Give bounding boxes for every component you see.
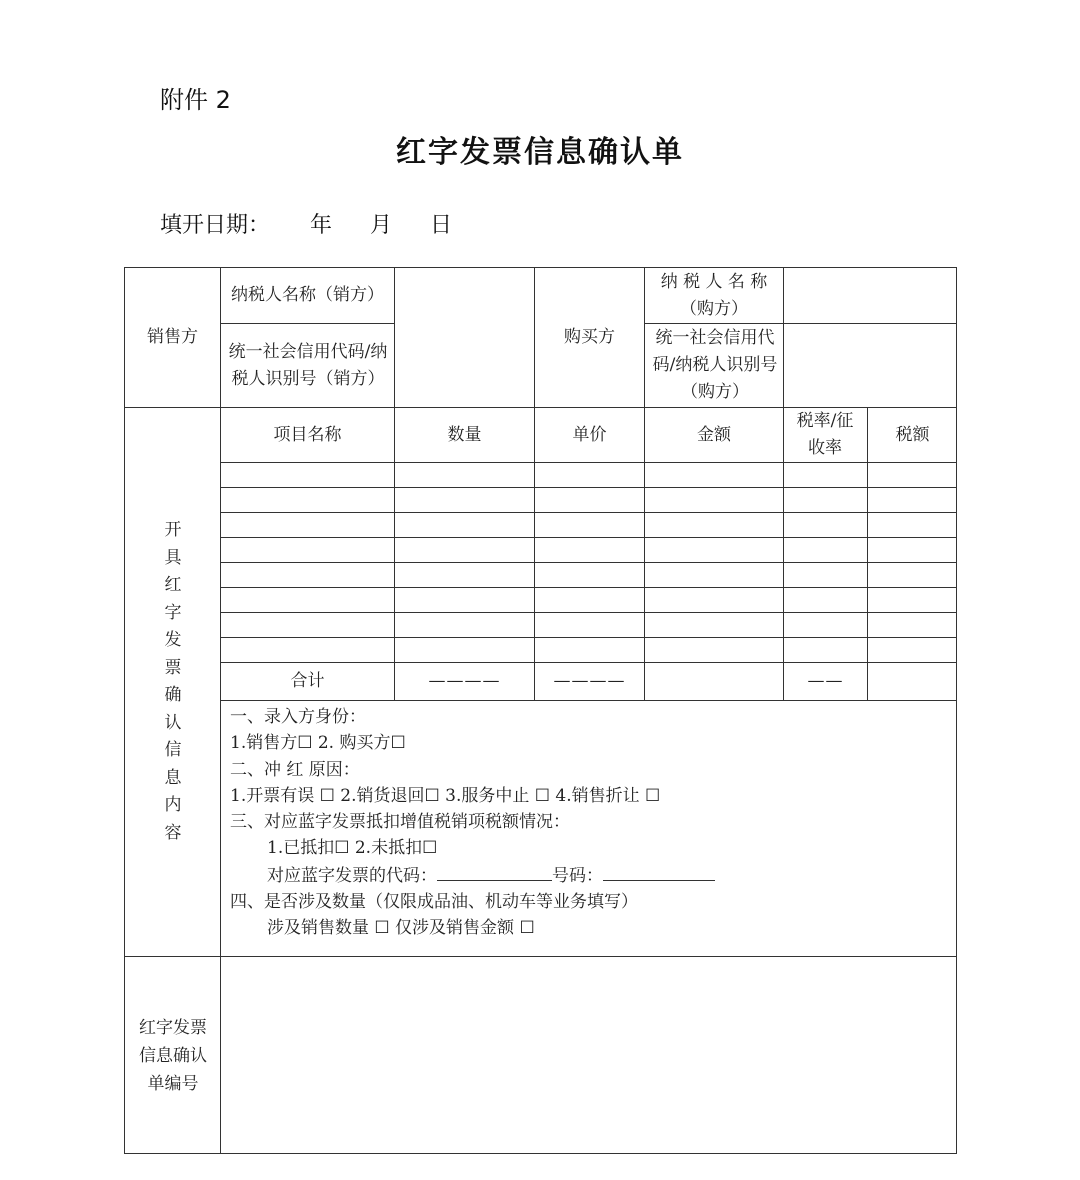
total-label: 合计 [290, 671, 325, 691]
reason-title: 二、冲 红 原因： [230, 759, 360, 780]
row-divider [220, 612, 957, 613]
buyer-id-field[interactable] [784, 324, 957, 407]
seller-name-field[interactable] [395, 268, 534, 323]
blue-number-label: 号码： [552, 865, 603, 886]
total-price-dash: ———— [553, 671, 626, 691]
quantity-choices[interactable]: 涉及销售数量 ☐ 仅涉及销售金额 ☐ [267, 918, 535, 939]
fill-date [160, 208, 490, 239]
options-block [230, 704, 715, 942]
column-header-tax-rate: 税率/征收率 [796, 411, 854, 458]
confirmation-number-label: 红字发票信息确认单编号 [139, 1017, 207, 1094]
total-rate-dash: —— [807, 671, 844, 691]
identity-choices[interactable]: 1.销售方☐ 2. 购买方☐ [230, 733, 406, 754]
quantity-title: 四、是否涉及数量（仅限成品油、机动车等业务填写） [230, 892, 638, 913]
blue-number-field[interactable] [603, 862, 715, 881]
reason-choices[interactable]: 1.开票有误 ☐ 2.销货退回☐ 3.服务中止 ☐ 4.销售折让 ☐ [230, 785, 661, 806]
row-divider [220, 512, 957, 513]
blue-code-label: 对应蓝字发票的代码： [267, 865, 437, 886]
confirmation-number-field[interactable] [221, 957, 957, 1154]
row-divider [220, 637, 957, 638]
identity-title: 一、录入方身份： [230, 707, 366, 727]
items-section-label: 开具红字发票确认信息内容 [164, 520, 182, 843]
row-divider [220, 700, 957, 701]
year-unit: 年 [310, 213, 333, 238]
column-header-unit-price: 单价 [572, 424, 607, 445]
seller-id-label: 统一社会信用代码/纳税人识别号（销方） [228, 341, 388, 389]
row-divider [220, 537, 957, 538]
deduct-choices[interactable]: 1.已抵扣☐ 2.未抵扣☐ [267, 838, 438, 859]
buyer-name-field[interactable] [784, 268, 957, 323]
day-unit: 日 [430, 213, 453, 238]
column-header-quantity: 数量 [447, 424, 482, 445]
column-header-item-name: 项目名称 [273, 424, 342, 445]
seller-id-field[interactable] [395, 324, 534, 407]
column-header-tax-amount: 税额 [895, 424, 930, 445]
seller-name-label: 纳税人名称（销方） [231, 285, 384, 305]
seller-label: 销售方 [147, 327, 198, 347]
buyer-name-label: 纳 税 人 名 称（购方） [660, 271, 768, 319]
row-divider [220, 587, 957, 588]
buyer-label: 购买方 [564, 327, 615, 347]
confirmation-form-table [124, 267, 957, 1154]
form-title: 红字发票信息确认单 [396, 135, 684, 170]
attachment-label: 附件 2 [160, 86, 231, 114]
total-quantity-dash: ———— [428, 671, 501, 691]
col-divider [644, 268, 645, 700]
blue-invoice-fields [230, 862, 715, 889]
buyer-id-label: 统一社会信用代码/纳税人识别号（购方） [652, 328, 778, 402]
blue-code-field[interactable] [437, 862, 552, 881]
fill-date-label: 填开日期： [160, 213, 271, 238]
row-divider [220, 487, 957, 488]
row-divider [220, 462, 957, 463]
deduct-title: 三、对应蓝字发票抵扣增值税销项税额情况： [230, 812, 570, 833]
row-divider [220, 562, 957, 563]
column-header-amount: 金额 [697, 424, 731, 445]
month-unit: 月 [370, 213, 393, 238]
